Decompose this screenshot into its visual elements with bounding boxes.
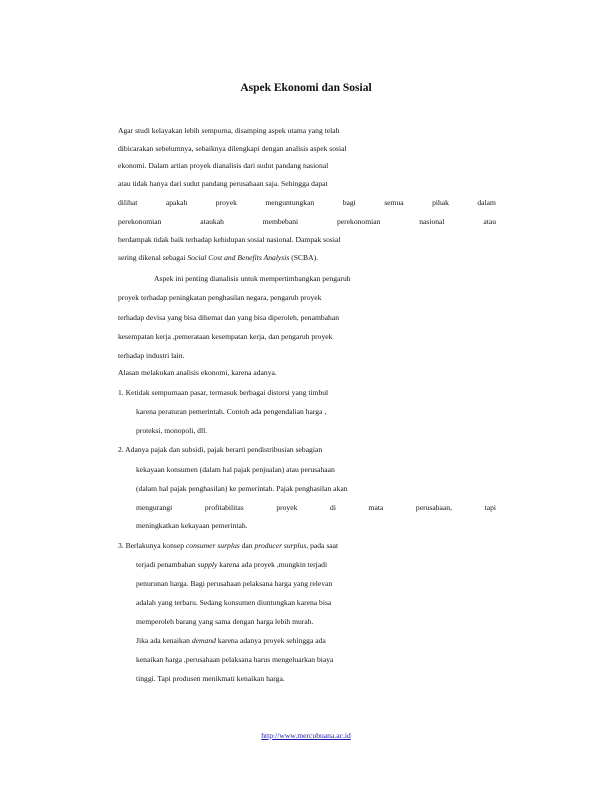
list-item-line: adalah yang terbaru. Sedang konsumen diuntungkan karena bisa <box>136 598 332 607</box>
list-item-line: memperoleh barang yang sama dengan harga lebih murah. <box>136 617 314 626</box>
list-item-line: penurunan harga. Bagi perusahaan pelaksana harga yang relevan <box>136 579 333 588</box>
word: proyek <box>215 198 237 207</box>
paragraph-line: kesempatan kerja ,pemerataan kesempatan kerja, dan pengaruh proyek <box>118 332 333 341</box>
italic-term: supply <box>197 560 218 569</box>
paragraph-line: berdampak tidak baik terhadap kehidupan sosial nasional. Dampak sosial <box>118 235 341 244</box>
list-item-2: 2. Adanya pajak dan subsidi, pajak berarti pendistribusian sebagian <box>118 445 323 454</box>
list-item-line: karena peraturan pemerintah. Contoh ada pengendalian harga , <box>136 407 327 416</box>
paragraph-line: sering dikenal sebagai Social Cost and Benefits Analysis (SCBA). <box>118 253 319 262</box>
paragraph-line: Agar studi kelayakan lebih sempurna, disamping aspek utama yang telah <box>118 126 340 135</box>
word: bagi <box>342 198 356 207</box>
justified-line <box>118 198 496 208</box>
list-item-line: kenaikan harga ,perusahaan pelaksana harus mengeluarkan biaya <box>136 655 334 664</box>
justified-line <box>136 503 496 513</box>
page-title: Aspek Ekonomi dan Sosial <box>240 82 372 94</box>
paragraph-line: proyek terhadap peningkatan penghasilan negara, pengaruh proyek <box>118 293 322 302</box>
word: nasional <box>419 217 445 226</box>
list-item-line: kekayaan konsumen (dalam hal pajak penjualan) atau perusahaan <box>136 465 335 474</box>
word: ataukah <box>200 217 224 226</box>
footer-link[interactable]: http://www.mercubuana.ac.id <box>261 731 351 740</box>
list-item-line: Jika ada kenaikan demand karena adanya proyek sehingga ada <box>136 636 326 645</box>
word: mengurangi <box>136 503 173 512</box>
list-item-1: 1. Ketidak sempurnaan pasar, termasuk berbagai distorsi yang timbul <box>118 388 329 397</box>
paragraph-line: atau tidak hanya dari sudut pandang perusahaan saja. Sehingga dapat <box>118 179 328 188</box>
paragraph-line: terhadap industri lain. <box>118 351 185 360</box>
word: perusahaan, <box>415 503 452 512</box>
word: pihak <box>432 198 449 207</box>
italic-term: Social Cost and Benefits Analysis <box>187 253 290 262</box>
word: mata <box>368 503 384 512</box>
word: apakah <box>165 198 188 207</box>
word: semua <box>384 198 404 207</box>
list-item-line: tinggi. Tapi produsen menikmati kenaikan harga. <box>136 674 285 683</box>
word: di <box>330 503 336 512</box>
italic-term: demand <box>191 636 216 645</box>
paragraph-line: dibicarakan sebelumnya, sebaiknya dilengkapi dengan analisis aspek sosial <box>118 144 347 153</box>
list-item-line: terjadi penambahan supply karena ada proyek ,mungkin terjadi <box>136 560 328 569</box>
paragraph-line: terhadap devisa yang bisa dihemat dan yang bisa diperoleh, penambahan <box>118 313 339 322</box>
list-item-line: proteksi, monopoli, dll. <box>136 426 208 435</box>
word: membebani <box>262 217 299 226</box>
italic-term: producer surplus <box>254 541 307 550</box>
word: tapi <box>484 503 496 512</box>
word: perekonomian <box>336 217 381 226</box>
word: profitabilitas <box>204 503 244 512</box>
paragraph-line: ekonomi. Dalam artian proyek dianalisis dari sudut pandang nasional <box>118 161 329 170</box>
word: atau <box>483 217 496 226</box>
paragraph-line: Aspek ini penting dianalisis untuk mempertimbangkan pengaruh <box>154 274 351 283</box>
list-item-3: 3. Berlakunya konsep consumer surplus dan producer surplus, pada saat <box>118 541 339 550</box>
word: menguntungkan <box>265 198 315 207</box>
footer <box>0 731 612 740</box>
word: dilihat <box>118 198 138 207</box>
italic-term: consumer surplus <box>185 541 240 550</box>
list-item-line: (dalam hal pajak penghasilan) ke pemerintah. Pajak penghasilan akan <box>136 484 348 493</box>
word: perekonomian <box>118 217 162 226</box>
list-item-line: meningkatkan kekayaan pemerintah. <box>136 521 248 530</box>
word: proyek <box>276 503 298 512</box>
reasons-intro: Alasan melakukan analisis ekonomi, karena adanya. <box>118 368 277 377</box>
word: dalam <box>477 198 496 207</box>
justified-line <box>118 217 496 227</box>
